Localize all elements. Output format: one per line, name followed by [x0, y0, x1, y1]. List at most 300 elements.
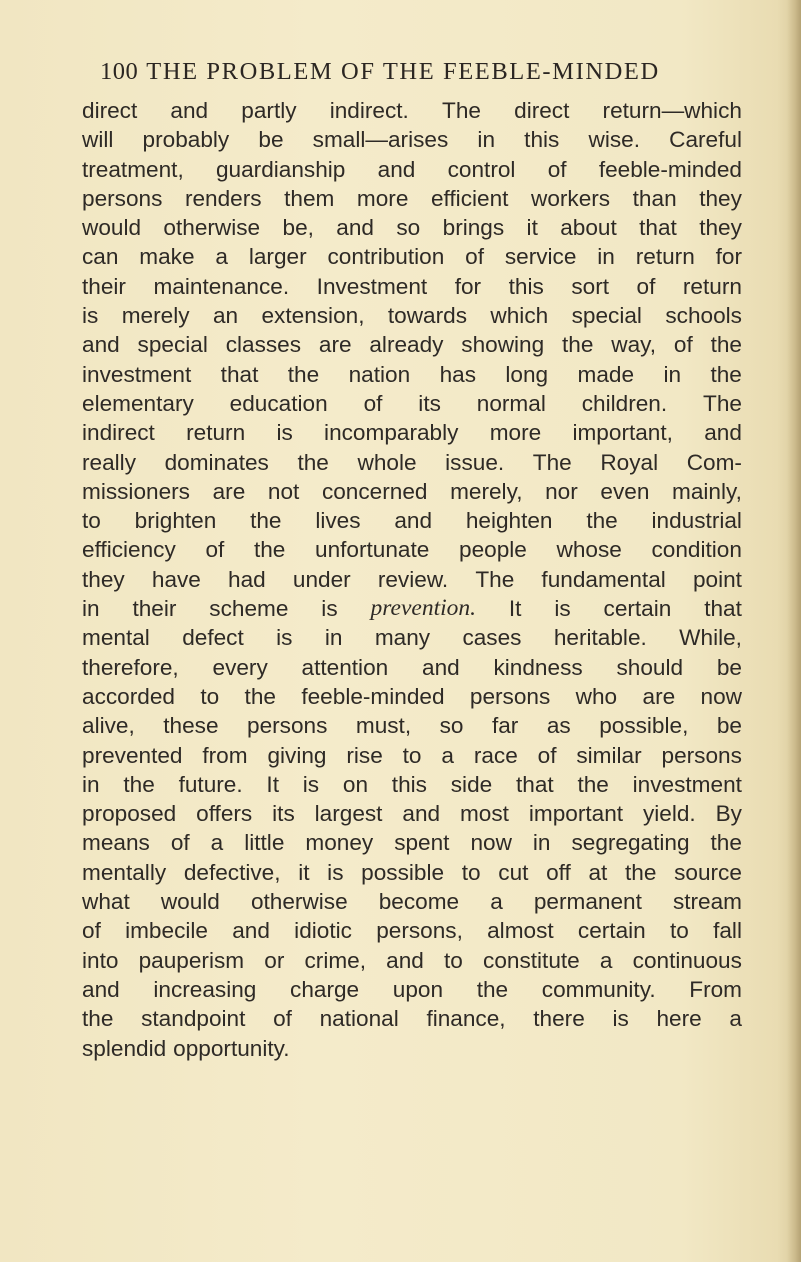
word: become: [378, 889, 460, 915]
word: so: [439, 713, 464, 739]
word: schools: [665, 303, 742, 329]
word: their: [82, 273, 126, 299]
word: Careful: [669, 127, 742, 153]
word: treatment,: [82, 156, 184, 182]
word: yield.: [642, 801, 696, 827]
running-title: THE PROBLEM OF THE FEEBLE-MINDED: [146, 58, 660, 85]
word: would: [82, 215, 142, 241]
word: to: [669, 918, 689, 944]
word: every: [212, 654, 268, 680]
word: be: [258, 127, 284, 153]
word: imbecile: [125, 918, 208, 944]
word: continuous: [632, 947, 742, 973]
word: missioners: [82, 478, 190, 504]
word: towards: [387, 303, 468, 329]
word: the: [123, 771, 155, 797]
word: must,: [355, 713, 412, 739]
word: made: [577, 361, 635, 387]
word: otherwise: [163, 215, 261, 241]
word: important: [528, 801, 624, 827]
word: about: [560, 215, 617, 241]
word: a: [210, 830, 224, 856]
word: feeble-minded: [598, 156, 742, 182]
word: whole: [357, 449, 417, 475]
word: return: [682, 273, 742, 299]
word: mentally: [82, 859, 167, 885]
text-line: [82, 448, 742, 477]
word: so: [396, 215, 421, 241]
word: special: [571, 303, 642, 329]
italic-word: prevention.: [370, 595, 476, 622]
word: special: [137, 332, 208, 358]
word: in: [532, 830, 551, 856]
word: they: [699, 185, 742, 211]
text-line: [82, 770, 742, 799]
word: is: [82, 303, 99, 329]
word: of: [170, 830, 190, 856]
word: giving: [267, 742, 327, 768]
word: It: [266, 771, 279, 797]
word: these: [163, 713, 219, 739]
word: them: [284, 185, 335, 211]
word: return: [635, 244, 695, 270]
word: partly: [241, 98, 297, 123]
word: is: [321, 596, 338, 622]
word: merely: [121, 303, 190, 329]
word: a: [599, 947, 613, 973]
word: mainly,: [672, 478, 742, 504]
word: have: [151, 566, 201, 592]
word: pauperism: [138, 947, 245, 973]
word: had: [228, 566, 266, 592]
word: and: [170, 98, 209, 123]
word: under: [292, 566, 351, 592]
word: finance,: [426, 1006, 506, 1032]
word: By: [715, 801, 742, 827]
word: control: [447, 156, 516, 182]
page-number: 100: [100, 58, 139, 85]
word: is: [327, 859, 344, 885]
word: or: [264, 947, 285, 973]
word: largest: [314, 801, 383, 827]
word: brighten: [134, 508, 217, 534]
word: the: [624, 859, 657, 885]
text-line: [82, 418, 742, 447]
text-line: [82, 653, 742, 682]
word: fundamental: [541, 566, 666, 592]
text-line: [82, 916, 742, 945]
word: issue.: [445, 449, 505, 475]
text-line: [82, 1034, 742, 1063]
word: as: [546, 713, 571, 739]
word: proposed: [82, 801, 177, 827]
text-line: [82, 330, 742, 359]
word: children.: [581, 390, 668, 416]
word: long: [505, 361, 549, 387]
word: of: [547, 156, 567, 182]
word: this: [524, 127, 560, 153]
word: permanent: [533, 889, 642, 915]
word: means: [82, 830, 150, 856]
word: and: [394, 508, 433, 534]
word: Investment: [316, 273, 428, 299]
word: the: [562, 332, 594, 358]
word: probably: [142, 127, 230, 153]
word: money: [305, 830, 374, 856]
word: that: [220, 361, 259, 387]
word: who: [575, 683, 618, 709]
word: in: [324, 625, 343, 651]
word: the: [710, 830, 742, 856]
word: a: [729, 1006, 742, 1032]
word: investment: [82, 361, 192, 387]
word: merely,: [450, 478, 523, 504]
word: mental: [82, 625, 150, 651]
word: and: [704, 420, 742, 446]
word: The: [442, 98, 481, 123]
word: the: [476, 976, 509, 1002]
word: of: [82, 918, 101, 944]
word: this: [391, 771, 427, 797]
word: normal: [476, 390, 546, 416]
text-line: [82, 242, 742, 271]
word: efficiency: [82, 537, 176, 563]
word: a: [215, 244, 228, 270]
word: there: [533, 1006, 585, 1032]
text-line: [82, 184, 742, 213]
word: constitute: [483, 947, 580, 973]
word: and: [232, 918, 270, 944]
word: in: [82, 596, 100, 622]
word: they: [82, 566, 125, 592]
word: in: [597, 244, 615, 270]
word: that: [639, 215, 677, 241]
word: offers: [196, 801, 253, 827]
text-line: [82, 213, 742, 242]
word: and: [377, 156, 416, 182]
word: sort: [571, 273, 609, 299]
text-line: [82, 360, 742, 389]
word: here: [656, 1006, 702, 1032]
word: it: [298, 859, 310, 885]
word: almost: [487, 918, 554, 944]
word: to: [461, 859, 481, 885]
word: maintenance.: [153, 273, 290, 299]
word: the: [250, 508, 282, 534]
word: unfortunate: [315, 537, 430, 563]
word: persons: [469, 683, 551, 709]
word: return—which: [602, 98, 742, 123]
word: in: [477, 127, 496, 153]
word: The: [475, 566, 515, 592]
word: not: [267, 478, 300, 504]
word: kindness: [493, 654, 583, 680]
word: nation: [348, 361, 411, 387]
word: into: [82, 947, 119, 973]
text-line: [82, 887, 742, 916]
word: to: [444, 947, 463, 973]
word: The: [532, 449, 572, 475]
word: cases: [462, 625, 522, 651]
word: the: [297, 449, 329, 475]
word: investment: [632, 771, 742, 797]
text-line: [82, 96, 742, 125]
word: of: [205, 537, 225, 563]
word: workers: [531, 185, 611, 211]
text-line: [82, 975, 742, 1004]
word: this: [508, 273, 544, 299]
running-head: [100, 58, 740, 86]
text-line: [82, 506, 742, 535]
word: While,: [679, 625, 742, 651]
word: to: [402, 742, 422, 768]
word: community.: [541, 976, 656, 1002]
text-line: [82, 535, 742, 564]
word: It: [508, 596, 522, 622]
word: similar: [576, 742, 642, 768]
word: upon: [392, 976, 444, 1002]
word: showing: [461, 332, 545, 358]
word: idiotic: [294, 918, 352, 944]
text-line: [82, 711, 742, 740]
word: defective,: [183, 859, 281, 885]
word: lives: [315, 508, 361, 534]
word: already: [369, 332, 444, 358]
word: people: [459, 537, 527, 563]
body-paragraph: [82, 96, 742, 1063]
word: would: [160, 889, 220, 915]
word: more: [356, 185, 409, 211]
word: standpoint: [141, 1006, 246, 1032]
word: certain: [577, 918, 646, 944]
word: now: [470, 830, 512, 856]
word: service: [504, 244, 577, 270]
word: stream: [672, 889, 742, 915]
word: little: [244, 830, 285, 856]
word: the: [710, 332, 742, 358]
word: be: [716, 654, 742, 680]
word: attention: [301, 654, 389, 680]
word: and: [402, 801, 441, 827]
word: whose: [556, 537, 622, 563]
text-line: [82, 623, 742, 652]
word: persons: [247, 713, 328, 739]
word: that: [515, 771, 554, 797]
word: of: [537, 742, 557, 768]
word: and: [336, 215, 374, 241]
word: heritable.: [553, 625, 647, 651]
word: nor: [545, 478, 578, 504]
word: of: [673, 332, 693, 358]
page-edge-shadow: [787, 0, 801, 1262]
word: and: [422, 654, 460, 680]
text-line: [82, 389, 742, 418]
word: accorded: [82, 683, 175, 709]
word: splendid: [82, 1035, 167, 1061]
text-line: [82, 741, 742, 770]
word: they: [699, 215, 742, 241]
word: and: [82, 976, 120, 1002]
word: the: [710, 361, 742, 387]
word: a: [441, 742, 454, 768]
text-line: [82, 682, 742, 711]
word: review.: [377, 566, 449, 592]
word: the: [586, 508, 618, 534]
word: indirect.: [329, 98, 409, 123]
word: for: [715, 244, 742, 270]
word: industrial: [651, 508, 742, 534]
word: and: [386, 947, 424, 973]
word: now: [700, 683, 742, 709]
word: rise: [346, 742, 383, 768]
word: than: [632, 185, 677, 211]
word: will: [82, 127, 114, 153]
word: race: [473, 742, 518, 768]
word: possible,: [599, 713, 689, 739]
word: from: [202, 742, 248, 768]
word: the: [244, 683, 276, 709]
word: opportunity.: [173, 1035, 290, 1061]
word: most: [459, 801, 509, 827]
word: cut: [498, 859, 529, 885]
text-line: [82, 594, 742, 623]
word: what: [82, 889, 130, 915]
word: of: [273, 1006, 292, 1032]
word: From: [689, 976, 742, 1002]
word: to: [200, 683, 220, 709]
word: direct: [82, 98, 138, 123]
word: persons,: [376, 918, 463, 944]
word: renders: [184, 185, 262, 211]
text-line: [82, 477, 742, 506]
word: of: [636, 273, 656, 299]
word: has: [439, 361, 476, 387]
word: persons: [82, 185, 163, 211]
word: far: [491, 713, 519, 739]
word: extension,: [261, 303, 365, 329]
word: possible: [361, 859, 445, 885]
word: fall: [713, 918, 742, 944]
word: larger: [248, 244, 307, 270]
word: small—arises: [312, 127, 449, 153]
word: are: [318, 332, 352, 358]
word: guardianship: [215, 156, 346, 182]
word: the: [577, 771, 609, 797]
word: its: [272, 801, 295, 827]
word: a: [490, 889, 503, 915]
text-line: [82, 858, 742, 887]
word: education: [229, 390, 328, 416]
word: way,: [611, 332, 657, 358]
word: can: [82, 244, 119, 270]
text-line: [82, 272, 742, 301]
word: source: [674, 859, 742, 885]
word: be,: [282, 215, 314, 241]
text-line: [82, 946, 742, 975]
word: return: [186, 420, 246, 446]
word: dominates: [164, 449, 269, 475]
word: side: [450, 771, 493, 797]
word: it: [526, 215, 538, 241]
word: spent: [394, 830, 450, 856]
word: an: [212, 303, 239, 329]
word: prevented: [82, 742, 183, 768]
word: of: [465, 244, 484, 270]
word: the: [82, 1006, 114, 1032]
word: really: [82, 449, 136, 475]
word: is: [276, 420, 293, 446]
word: the: [287, 361, 320, 387]
word: which: [490, 303, 549, 329]
word: in: [663, 361, 682, 387]
word: contribution: [327, 244, 445, 270]
word: is: [276, 625, 293, 651]
word: feeble-minded: [301, 683, 445, 709]
word: and: [82, 332, 120, 358]
text-line: [82, 799, 742, 828]
word: indirect: [82, 420, 155, 446]
word: Royal: [600, 449, 659, 475]
word: to: [82, 508, 101, 534]
word: should: [616, 654, 684, 680]
word: on: [342, 771, 369, 797]
word: classes: [225, 332, 302, 358]
word: off: [546, 859, 571, 885]
word: more: [489, 420, 542, 446]
word: otherwise: [250, 889, 348, 915]
text-line: [82, 1004, 742, 1033]
text-line: [82, 828, 742, 857]
word: certain: [603, 596, 672, 622]
word: are: [642, 683, 676, 709]
word: is: [612, 1006, 629, 1032]
word: are: [212, 478, 246, 504]
text-line: [82, 155, 742, 184]
word: their: [132, 596, 177, 622]
word: that: [704, 596, 742, 622]
word: make: [139, 244, 195, 270]
word: defect: [182, 625, 244, 651]
word: persons: [661, 742, 742, 768]
word: segregating: [571, 830, 690, 856]
word: is: [302, 771, 320, 797]
word: its: [418, 390, 441, 416]
word: condition: [651, 537, 742, 563]
word: direct: [514, 98, 570, 123]
word: scheme: [209, 596, 289, 622]
word: in: [82, 771, 100, 797]
word: increasing: [153, 976, 257, 1002]
word: brings: [442, 215, 505, 241]
word: crime,: [304, 947, 367, 973]
word: important,: [572, 420, 673, 446]
text-line: [82, 565, 742, 594]
text-line: [82, 125, 742, 154]
word: national: [319, 1006, 399, 1032]
word: the: [253, 537, 286, 563]
word: future.: [178, 771, 243, 797]
word: wise.: [588, 127, 640, 153]
word: therefore,: [82, 654, 179, 680]
word: elementary: [82, 390, 194, 416]
word: even: [600, 478, 650, 504]
word: of: [363, 390, 383, 416]
word: charge: [290, 976, 360, 1002]
word: heighten: [465, 508, 553, 534]
word: is: [554, 596, 571, 622]
word: Com-: [686, 449, 742, 475]
word: concerned: [321, 478, 428, 504]
